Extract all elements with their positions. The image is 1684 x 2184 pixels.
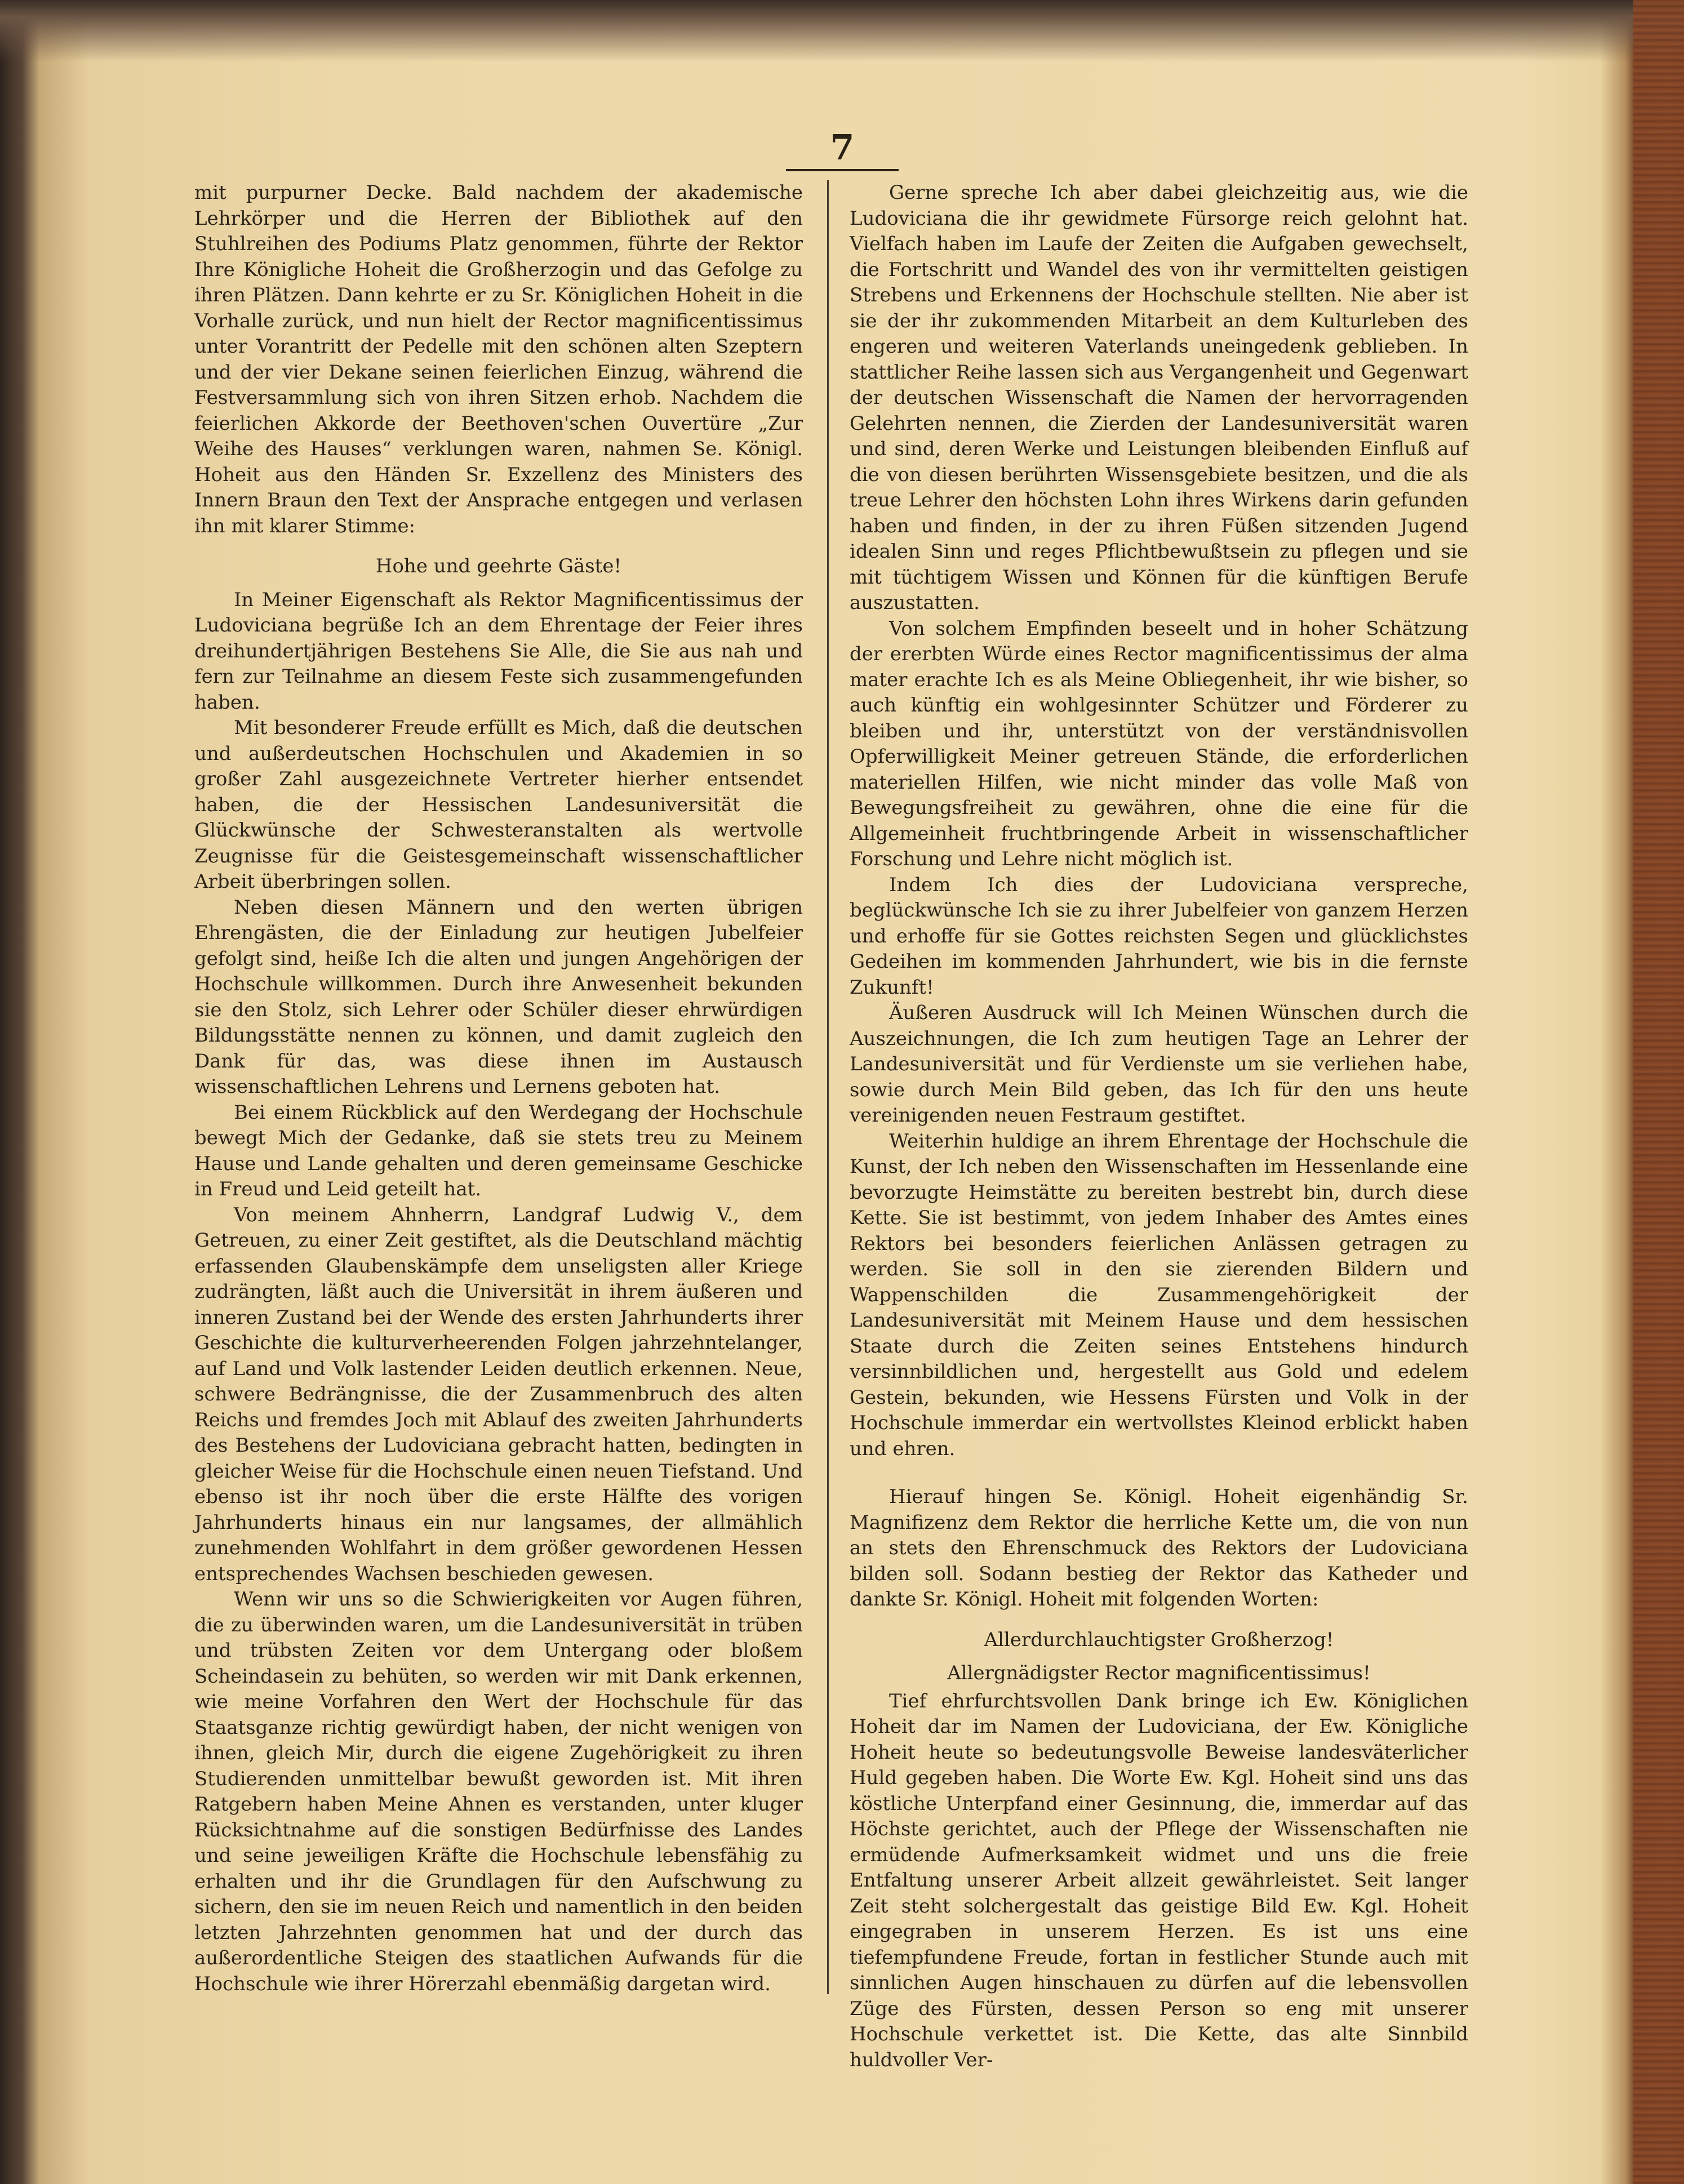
paragraph: Weiterhin huldige an ihrem Ehrentage der Hochschule die Kunst, der Ich neben den Wissenschaften im Hessenlande eine bevorzugte Heimstätte zu bereiten bestrebt bin, durch diese Kette. Sie ist bestimmt, von jedem Inhaber des Amtes eines Rektors bei besonders feierlichen Anlässen getragen zu werden. Sie soll in den sie zierenden Bildern und Wappenschilden die Zusammengehörigkeit der Landesuniversität mit Meinem Hause und dem hessischen Staate durch die Zeiten seines Entstehens hindurch versinnbildlichen und, hergestellt aus Gold und edelem Gestein, bekunden, wie Hessens Fürsten und Volk in der Hochschule immerdar ein wertvollstes Kleinod erblickt haben und ehren. (850, 1129, 1468, 1460)
paragraph: Bei einem Rückblick auf den Werdegang der Hochschule bewegt Mich der Gedanke, daß sie stets treu zu Meinem Hause und Lande gehalten und deren gemeinsame Geschicke in Freud und Leid geteilt hat. (194, 1101, 803, 1200)
paragraph: Von solchem Empfinden beseelt und in hoher Schätzung der ererbten Würde eines Rector magnificentissimus der alma mater erachte Ich es als Meine Obliegenheit, ihr wie bisher, so auch künftig ein wohlgesinnter Schützer und Förderer zu bleiben und ihr, unterstützt von der verständnisvollen Opferwilligkeit Meiner getreuen Stände, die erforderlichen materiellen Hilfen, wie nicht minder das volle Maß von Bewegungsfreiheit zu gewähren, ohne die eine für die Allgemeinheit fruchtbringende Arbeit in wissenschaftlicher Forschung und Lehre nicht möglich ist. (850, 617, 1468, 870)
paragraph: Tief ehrfurchtsvollen Dank bringe ich Ew. Königlichen Hoheit dar im Namen der Ludoviciana, der Ew. Königliche Hoheit heute so bedeutungsvolle Beweise landesväterlicher Huld gegeben haben. Die Worte Ew. Kgl. Hoheit sind uns das köstliche Unterpfand einer Gesinnung, die, immerdar auf das Höchste gerichtet, auch der Pflege der Wissenschaften nie ermüdende Aufmerksamkeit widmet und uns die freie Entfaltung unserer Arbeit allzeit gewährleistet. Seit langer Zeit steht solchergestalt das geistige Bild Ew. Kgl. Hoheit eingegraben in unserem Herzen. Es ist uns eine tiefempfundene Freude, fortan in festlicher Stunde auch mit sinnlichen Augen hinschauen zu dürfen auf die lebensvollen Züge des Fürsten, dessen Person so eng mit unserer Hochschule verkettet ist. Die Kette, das alte Sinnbild huldvoller Ver- (850, 1689, 1468, 2071)
column-separator (827, 180, 829, 1994)
paragraph: Indem Ich dies der Ludoviciana verspreche, beglückwünsche Ich sie zu ihrer Jubelfeier von ganzem Herzen und erhoffe für sie Gottes reichsten Segen und glücklichstes Gedeihen im kommenden Jahrhundert, wie bis in die fernste Zukunft! (850, 873, 1468, 999)
speech-salutation: Allerdurchlauchtigster Großherzog! (984, 1628, 1334, 1651)
paragraph: Gerne spreche Ich aber dabei gleichzeitig aus, wie die Ludoviciana die ihr gewidmete Fürsorge reich gelohnt hat. Vielfach haben im Laufe der Zeiten die Aufgaben gewechselt, die Fortschritt und Wandel des von ihr vermittelten geistigen Strebens und Erkennens der Hochschule stellten. Nie aber ist sie der ihr zukommenden Mitarbeit an dem Kulturleben des engeren und weiteren Vaterlands uneingedenk geblieben. In stattlicher Reihe lassen sich aus Vergangenheit und Gegenwart der deutschen Wissenschaft die Namen der hervorragenden Gelehrten nennen, die Zierden der Landesuniversität waren und sind, deren Werke und Leistungen bleibenden Einfluß auf die von diesen berührten Wissensgebiete besitzen, und die als treue Lehrer den höchsten Lohn ihres Wirkens darin gefunden haben und finden, in der zu ihren Füßen sitzenden Jugend idealen Sinn und reges Pflichtbewußtsein zu pflegen und sie mit tüchtigem Wissen und Können für die künftigen Berufe auszustatten. (850, 181, 1468, 614)
paragraph: Von meinem Ahnherrn, Landgraf Ludwig V., dem Getreuen, zu einer Zeit gestiftet, als die Deutschland mächtig erfassenden Glaubenskämpfe dem unseligsten aller Kriege zudrängten, läßt auch die Universität in ihrem äußeren und inneren Zustand bei der Wende des ersten Jahrhunderts ihrer Geschichte die kulturverheerenden Folgen jahrzehntelanger, auf Land und Volk lastender Leiden deutlich erkennen. Neue, schwere Bedrängnisse, die der Zusammenbruch des alten Reichs und fremdes Joch mit Ablauf des zweiten Jahrhunderts des Bestehens der Ludoviciana gebracht hatten, bedingten in gleicher Weise für die Hochschule einen neuen Tiefstand. Und ebenso ist ihr noch über die erste Hälfte des vorigen Jahrhunderts hinaus ein nur langsames, der allmählich zunehmenden Wohlfahrt in dem größer gewordenen Hessen entsprechendes Wachsen beschieden gewesen. (194, 1203, 803, 1585)
paragraph: mit purpurner Decke. Bald nachdem der akademische Lehrkörper und die Herren der Bibliothek auf den Stuhlreihen des Podiums Platz genommen, führte der Rektor Ihre Königliche Hoheit die Großherzogin und das Gefolge zu ihren Plätzen. Dann kehrte er zu Sr. Königlichen Hoheit in die Vorhalle zurück, und nun hielt der Rector magnificentissimus unter Vorantritt der Pedelle mit den schönen alten Szeptern und der vier Dekane seinen feierlichen Einzug, während die Festversammlung sich von ihren Sitzen erhob. Nachdem die feierlichen Akkorde der Beethoven'schen Ouvertüre „Zur Weihe des Hauses“ verklungen waren, nahmen Se. Königl. Hoheit aus den Händen Sr. Exzellenz des Ministers des Innern Braun den Text der Ansprache entgegen und verlasen ihn mit klarer Stimme: (194, 181, 803, 537)
left-column (194, 180, 803, 1997)
page-number: 7 (830, 127, 855, 168)
right-column (850, 180, 1468, 2073)
paragraph: Neben diesen Männern und den werten übrigen Ehrengästen, die der Einladung zur heutigen Jubelfeier gefolgt sind, heiße Ich die alten und jungen Angehörigen der Hochschule willkommen. Durch ihre Anwesenheit bekunden sie den Stolz, sich Lehrer oder Schüler dieser ehrwürdigen Bildungsstätte nennen zu können, und damit zugleich den Dank für das, was diese ihnen im Austausch wissenschaftlichen Lehrens und Lernens geboten hat. (194, 896, 803, 1098)
paragraph: Hierauf hingen Se. Königl. Hoheit eigenhändig Sr. Magnifizenz dem Rektor die herrliche Kette um, die von nun an stets den Ehrenschmuck des Rektors der Ludoviciana bilden soll. Sodann bestieg der Rektor das Katheder und dankte Sr. Königl. Hoheit mit folgenden Worten: (850, 1485, 1468, 1611)
paragraph: Wenn wir uns so die Schwierigkeiten vor Augen führen, die zu überwinden waren, um die Landesuniversität in trüben und trübsten Zeiten vor dem Untergang oder bloßem Scheindasein zu behüten, so werden wir mit Dank erkennen, wie meine Vorfahren den Wert der Hochschule für das Staatsganze richtig gewürdigt haben, der nicht wenigen von ihnen, gleich Mir, durch die eigene Zugehörigkeit zu ihren Studierenden unmittelbar bewußt geworden ist. Mit ihren Ratgebern haben Meine Ahnen es verstanden, unter kluger Rücksichtnahme auf die sonstigen Bedürfnisse des Landes und seine jeweiligen Kräfte die Hochschule lebensfähig zu erhalten und ihr die Grundlagen für den Aufschwung zu sichern, den sie im neuen Reich und namentlich in den beiden letzten Jahrzehnten genommen hat und der durch das außerordentliche Steigen des staatlichen Aufwands für die Hochschule wie ihrer Hörerzahl ebenmäßig dargetan wird. (194, 1588, 803, 1995)
header-rule (786, 169, 899, 171)
speech-salutation: Allergnädigster Rector magnificentissimus! (947, 1662, 1371, 1684)
speech-salutation: Hohe und geehrte Gäste! (375, 555, 622, 577)
book-spine-edge (1633, 0, 1684, 2184)
paragraph: In Meiner Eigenschaft als Rektor Magnificentissimus der Ludoviciana begrüße Ich an dem Ehrentage der Feier ihres dreihundertjährigen Bestehens Sie Alle, die Sie aus nah und fern zur Teilnahme an diesem Feste sich zusammengefunden haben. (194, 588, 803, 714)
paragraph: Mit besonderer Freude erfüllt es Mich, daß die deutschen und außerdeutschen Hochschulen und Akademien in so großer Zahl ausgezeichnete Vertreter hierher entsendet haben, die der Hessischen Landesuniversität die Glückwünsche der Schwesteranstalten als wertvolle Zeugnisse für die Geistesgemeinschaft wissenschaftlicher Arbeit überbringen sollen. (194, 717, 803, 893)
paragraph: Äußeren Ausdruck will Ich Meinen Wünschen durch die Auszeichnungen, die Ich zum heutigen Tage an Lehrer der Landesuniversität und für Verdienste um sie verliehen habe, sowie durch Mein Bild geben, das Ich für den uns heute vereinigenden neuen Festraum gestiftet. (850, 1002, 1468, 1127)
